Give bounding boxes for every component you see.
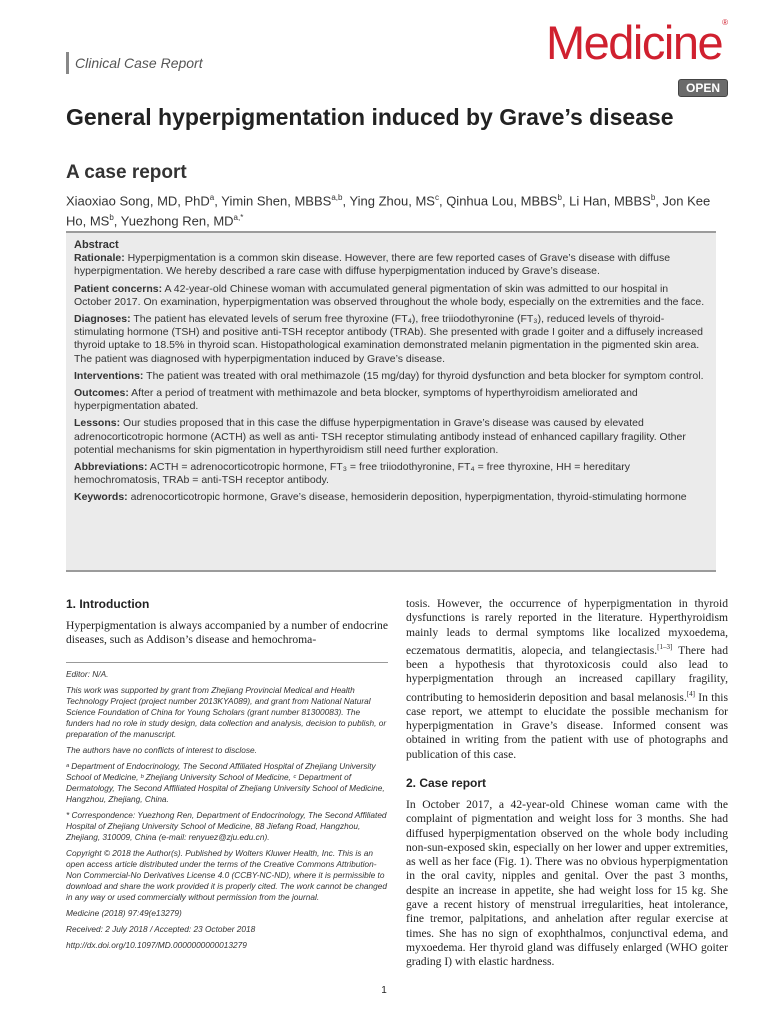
abstract-section: [74, 252, 708, 278]
author-separator: ,: [214, 193, 222, 209]
author-affiliation: b: [557, 193, 562, 202]
case-report-text: In October 2017, a 42-year-old Chinese woman came with the complaint of pigmentation and weight loss for 3 months. She had diffused hyperpigmentation observed on the whole body including non-sun-exposed skin, especially on her lower and upper extremities, as well as her face (Fig. 1). There was no obvious hyperpigmentation in the oral cavity, nipples and genital. Over the past 3 months, despite an increase in appetite, she had weight loss for 15 kg. She gave a recent history of menstrual irregularities, heat intolerance, fine tremor, palpitations, and anhelation after regular exercise at times. She has no sign of exophthalmos, conjunctival edema, and myxoedema. Her thyroid gland was diffusely enlarged (WHO goiter grading I) with elastic hardness.: [406, 797, 728, 969]
abstract-section-label: Abbreviations:: [74, 461, 148, 474]
abstract-sections: [74, 252, 708, 504]
author-name: Ying Zhou, MS: [349, 193, 435, 209]
section-label: Clinical Case Report: [75, 55, 203, 71]
author-separator: ,: [655, 193, 663, 209]
author-list: [66, 189, 726, 230]
footnote-divider: [66, 662, 388, 663]
author-separator: ,: [342, 193, 350, 209]
author-affiliation: a,b: [331, 193, 343, 202]
footnotes: [66, 669, 388, 951]
footnote: http://dx.doi.org/10.1097/MD.0000000000013279: [66, 939, 247, 950]
author-affiliation: a: [209, 193, 215, 202]
author-affiliation: c: [434, 193, 439, 202]
author-name: Yuezhong Ren, MD: [120, 213, 234, 229]
logo-trademark: ®: [722, 18, 728, 27]
abstract-section-text: The patient was treated with oral methimazole (15 mg/day) for thyroid dysfunction and beta blocker for symptom control.: [143, 369, 704, 382]
intro-text-part: tosis. However, the occurrence of hyperpigmentation in thyroid dysfunctions is rarely reported in the literature. Hyperthyroidism mainly leads to dermal symptoms like localized myxoedema, eczematous dermatitis, alopecia, and telangiectasis.: [406, 597, 728, 657]
abstract-section: [74, 461, 708, 487]
introduction-continued-text: [406, 597, 728, 762]
abstract-heading: Abstract: [74, 239, 119, 251]
abstract-section-label: Keywords:: [74, 491, 128, 504]
abstract-section-text: A 42-year-old Chinese woman with accumulated general pigmentation of skin was admitted to our hospital in October 2017. On examination, hyperpigmentation was observed throughout the whole body, especially on the extremities and the face.: [74, 282, 705, 308]
author-name: Qinhua Lou, MBBS: [446, 193, 558, 209]
footnote: * Correspondence: Yuezhong Ren, Department of Endocrinology, The Second Affiliated Hospital of Zhejiang University School of Medicine, 88 Jiefang Road, Hangzhou, Zhejiang, 310009, China (e-mail: renyuez@zju.edu.cn).: [66, 809, 387, 842]
abstract-section: [74, 417, 708, 457]
author-name: Yimin Shen, MBBS: [221, 193, 332, 209]
author-name: Jon Kee Ho, MS: [66, 193, 711, 229]
author-name: Xiaoxiao Song, MD, PhD: [66, 193, 210, 209]
intro-text-part: There had been a hypothesis that thyrotoxicosis could also lead to hyperpigmentation through an increased capillary fragility, contributing to hemosiderin deposition and basal melanosis.: [406, 643, 728, 704]
author-name: Li Han, MBBS: [569, 193, 651, 209]
journal-logo: [546, 18, 728, 68]
case-report-heading: 2. Case report: [406, 775, 487, 790]
abstract-section-text: The patient has elevated levels of serum free thyroxine (FT₄), free triiodothyronine (FT₃), reduced levels of thyroid-stimulating hormone (TSH) and positive anti-TSH receptor antibody (TRAb). She presented with grade I goiter and a diffusely increased thyroid uptake to 18.5% in thyroid scan. Histopathological examination demonstrated melanin pigmentation in the pigmented skin area. The patient was diagnosed with hyperpigmentation induced by Grave’s disease.: [74, 313, 703, 365]
citation-ref: [4]: [686, 689, 696, 698]
introduction-heading: 1. Introduction: [66, 597, 150, 611]
abstract-section-text: Our studies proposed that in this case the diffuse hyperpigmentation in Grave’s disease was caused by elevated adrenocorticotropic hormone (ACTH) as well as anti- TSH receptor stimulating antibody instead of enhanced capillary fragility. Other potential mechanisms for skin pigmentation in hyperthyroidism still need further exploration.: [74, 417, 686, 456]
article-subtitle: A case report: [66, 162, 187, 183]
abstract-section-text: Hyperpigmentation is a common skin disease. However, there are few reported cases of Grave’s disease with diffuse hyperpigmentation. We hereby described a rare case with diffuse hyperpigmentation induced by Grave’s disease.: [74, 252, 671, 278]
abstract-section: [74, 283, 708, 309]
footnote: Medicine (2018) 97:49(e13279): [66, 907, 182, 918]
article-title: General hyperpigmentation induced by Grave’s disease: [66, 104, 674, 130]
author-separator: ,: [113, 213, 121, 229]
logo-text: Medicine: [546, 16, 723, 69]
right-column: [406, 597, 728, 970]
abstract-section-text: After a period of treatment with methimazole and beta blocker, symptoms of hyperthyroidism ameliorated and hyperpigmentation abated.: [74, 387, 638, 413]
footnote: Editor: N/A.: [66, 668, 109, 679]
abstract-section-text: ACTH = adrenocorticotropic hormone, FT₃ = free triiodothyronine, FT₄ = free thyroxine, HH = hereditary hemochromatosis, TRAb = anti-TSH receptor antibody.: [74, 461, 630, 487]
footnote: The authors have no conflicts of interest to disclose.: [66, 744, 257, 755]
abstract-section-label: Interventions:: [74, 369, 144, 382]
section-label-bar: [66, 52, 203, 74]
abstract-section: [74, 491, 708, 504]
abstract-section: [74, 313, 708, 366]
page-number: 1: [381, 985, 387, 996]
abstract-section-label: Patient concerns:: [74, 282, 163, 295]
abstract-section: [74, 370, 708, 383]
abstract-section-label: Outcomes:: [74, 387, 129, 400]
abstract-section-text: adrenocorticotropic hormone, Grave’s disease, hemosiderin deposition, hyperpigmentation, thyroid-stimulating hormone: [127, 491, 687, 504]
author-separator: ,: [438, 193, 447, 209]
citation-ref: [1–3]: [657, 642, 673, 651]
abstract-section-label: Diagnoses:: [74, 313, 131, 326]
left-column: [66, 597, 388, 956]
introduction-text: Hyperpigmentation is always accompanied by a number of endocrine diseases, such as Addison’s disease and hemochroma-: [66, 619, 388, 647]
footnote: Copyright © 2018 the Author(s). Published by Wolters Kluwer Health, Inc. This is an open access article distributed under the terms of the Creative Commons Attribution-Non Commercial-No Derivatives License 4.0 (CCBY-NC-ND), where it is permissible to download and share the work provided it is properly cited. The work cannot be changed in any way or used commercially without permission from the journal.: [66, 847, 388, 902]
author-affiliation: b: [109, 213, 114, 223]
author-affiliation: b: [650, 193, 656, 202]
abstract-section: [74, 387, 708, 413]
intro-text-part: In this case report, we attempt to elucidate the possible mechanism for hyperpigmentation in Grave’s disease. Informed consent was obtained in writing from the patient with use of photographs and publication of this case.: [406, 690, 728, 761]
author-affiliation: a,*: [233, 213, 244, 223]
abstract-box: [66, 231, 716, 572]
footnote: ᵃ Department of Endocrinology, The Second Affiliated Hospital of Zhejiang University School of Medicine, ᵇ Zhejiang University School of Medicine, ᶜ Department of Dermatology, The Second Affiliated Hospital of Zhejiang University School of Medicine, Hangzhou, Zhejiang, China.: [66, 760, 385, 804]
abstract-section-label: Lessons:: [74, 417, 121, 430]
footnote: Received: 2 July 2018 / Accepted: 23 October 2018: [66, 923, 256, 934]
open-access-badge: OPEN: [678, 79, 728, 97]
author-separator: ,: [561, 193, 570, 209]
footnote: This work was supported by grant from Zhejiang Provincial Medical and Health Technology Project (project number 2013KYA089), and grant from National Natural Science Foundation of China for Young Scholars (grant number 81300083). The funders had no role in study design, data collection and analysis, decision to publish, or preparation of the manuscript.: [66, 684, 387, 739]
abstract-section-label: Rationale:: [74, 252, 125, 265]
